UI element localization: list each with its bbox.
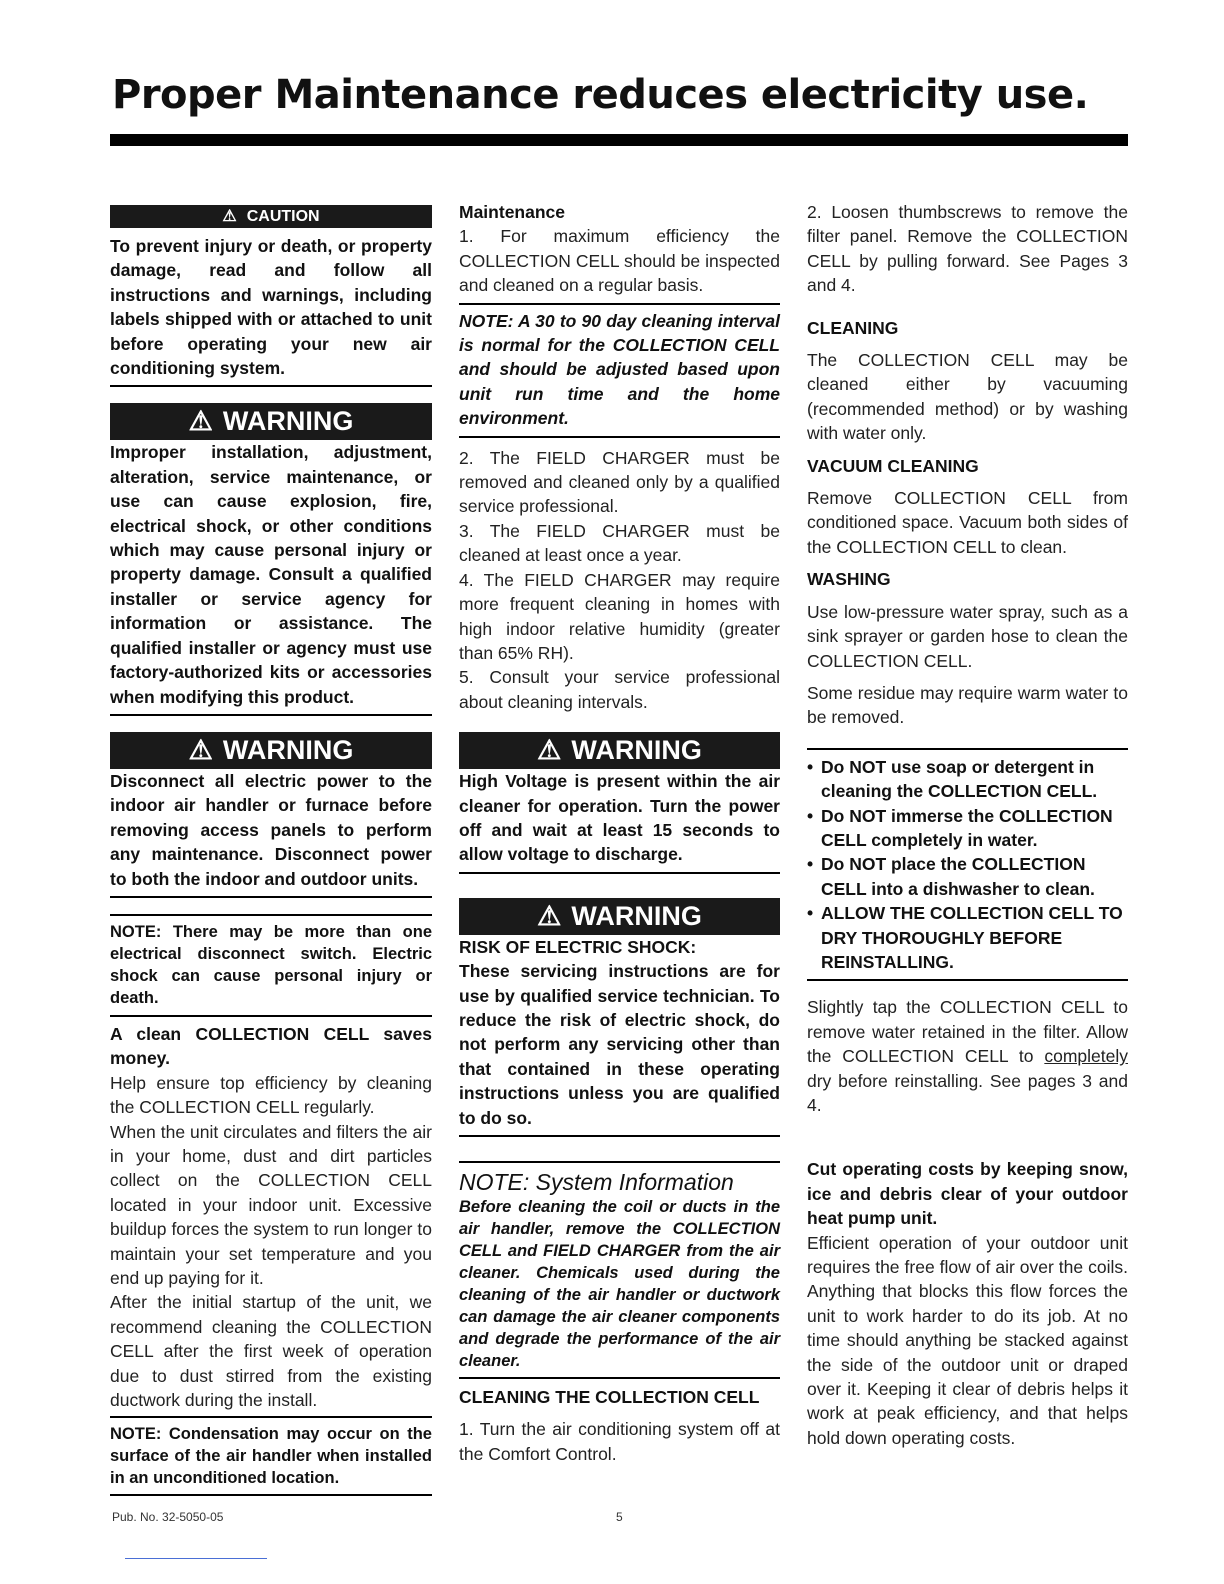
warning-banner-2 xyxy=(110,732,432,769)
warning-banner-1 xyxy=(110,403,432,440)
column-middle xyxy=(459,200,780,1466)
vacuum-heading: VACUUM CLEANING xyxy=(807,455,979,476)
publication-number: Pub. No. 32-5050-05 xyxy=(112,1510,224,1524)
washing-text: Use low-pressure water spray, such as a sink sprayer or garden hose to clean the COLLECTION CELL. xyxy=(807,601,1128,671)
list-item: • Do NOT immerse the COLLECTION CELL completely in water. xyxy=(807,804,1128,853)
page-number: 5 xyxy=(616,1510,623,1524)
maintenance-step-5: 5. Consult your service professional about cleaning intervals. xyxy=(459,667,780,712)
warning-label: WARNING xyxy=(222,734,354,765)
system-info-heading: NOTE: System Information xyxy=(459,1169,734,1195)
system-info-text: Before cleaning the coil or ducts in the air handler, remove the COLLECTION CELL and FIELD CHARGER from the air cleaner. Chemicals used during the cleaning of the air handler or ductwork can damage the air cleaner components and degrade the performance of the air cleaner. xyxy=(459,1196,780,1379)
column-left xyxy=(110,200,432,1496)
caution-label: CAUTION xyxy=(246,208,320,225)
caution-banner xyxy=(110,205,432,228)
list-item: • ALLOW THE COLLECTION CELL TO DRY THOROUGHLY BEFORE REINSTALLING. xyxy=(807,901,1128,974)
warning-banner-3 xyxy=(459,732,780,769)
tap-text-end: dry before reinstalling. See pages 3 and 4. xyxy=(807,1070,1128,1115)
warning-text-4: These servicing instructions are for use by qualified service technician. To reduce the risk of electric shock, do not perform any servicing other than that contained in these operating instructions unless you are qualified to do so. xyxy=(459,959,780,1137)
system-info-note xyxy=(459,1161,780,1379)
maintenance-heading: Maintenance xyxy=(459,202,565,222)
warning-label: WARNING xyxy=(222,406,354,437)
maintenance-step-4: 4. The FIELD CHARGER may require more frequent cleaning in homes with high indoor relative humidity (greater than 65% RH). xyxy=(459,569,780,663)
warning-banner-4 xyxy=(459,898,780,935)
title-rule xyxy=(110,134,1128,146)
vacuum-text: Remove COLLECTION CELL from conditioned space. Vacuum both sides of the COLLECTION CELL to clean. xyxy=(807,488,1128,557)
saves-paragraph-1: Help ensure top efficiency by cleaning the COLLECTION CELL regularly. xyxy=(110,1072,432,1118)
cleaning-collection-heading: CLEANING THE COLLECTION CELL xyxy=(459,1387,760,1407)
link-underline xyxy=(125,1558,267,1559)
caution-text: To prevent injury or death, or property damage, read and follow all instructions and warnings, including labels shipped with or attached to unit before operating your new air conditioning system. xyxy=(110,234,432,387)
maintenance-step-3: 3. The FIELD CHARGER must be cleaned at least once a year. xyxy=(459,520,780,566)
saves-heading: A clean COLLECTION CELL saves money. xyxy=(110,1015,432,1071)
warning-triangle-icon: ⚠ xyxy=(222,208,237,225)
page-title: Proper Maintenance reduces electricity use. xyxy=(112,72,1089,118)
cleaning-step-2: 2. Loosen thumbscrews to remove the filter panel. Remove the COLLECTION CELL by pulling forward. See Pages 3 and 4. xyxy=(807,202,1128,296)
washing-warnings-list xyxy=(807,748,1128,982)
note-condensation: NOTE: Condensation may occur on the surface of the air handler when installed in an unconditioned location. xyxy=(110,1416,432,1496)
cleaning-heading: CLEANING xyxy=(807,317,899,338)
washing-heading: WASHING xyxy=(807,569,891,590)
warning-label: WARNING xyxy=(571,735,702,766)
residue-text: Some residue may require warm water to be removed. xyxy=(807,682,1128,728)
warning-triangle-icon: ⚠ xyxy=(188,734,213,765)
warning-text-3: High Voltage is present within the air cleaner for operation. Turn the power off and wait at least 15 seconds to allow voltage to discharge. xyxy=(459,769,780,874)
maintenance-step-2: 2. The FIELD CHARGER must be removed and cleaned only by a qualified service professional. xyxy=(459,447,780,517)
warning-triangle-icon: ⚠ xyxy=(188,406,213,437)
saves-paragraph-2: When the unit circulates and filters the air in your home, dust and dirt particles collect on the COLLECTION CELL located in your indoor unit. Excessive buildup forces the system to run longer to maintain your set temperature and you end up paying for it. xyxy=(110,1121,432,1288)
cleaning-text: The COLLECTION CELL may be cleaned either by vacuuming (recommended method) or by washing with water only. xyxy=(807,350,1128,444)
warning-triangle-icon: ⚠ xyxy=(537,735,562,766)
warning-heading-4: RISK OF ELECTRIC SHOCK: xyxy=(459,936,697,957)
list-item: • Do NOT use soap or detergent in cleaning the COLLECTION CELL. xyxy=(807,755,1128,804)
list-item: • Do NOT place the COLLECTION CELL into a dishwasher to clean. xyxy=(807,852,1128,901)
cleaning-step-1: 1. Turn the air conditioning system off at the Comfort Control. xyxy=(459,1419,780,1464)
note-disconnect: NOTE: There may be more than one electrical disconnect switch. Electric shock can cause personal injury or death. xyxy=(110,914,432,1009)
maintenance-step-1: 1. For maximum efficiency the COLLECTION CELL should be inspected and cleaned on a regular basis. xyxy=(459,224,780,304)
tap-text xyxy=(807,995,1128,1117)
warning-text-1: Improper installation, adjustment, alteration, service maintenance, or use can cause explosion, fire, electrical shock, or other conditions which may cause personal injury or property damage. Consult a qualified installer or service agency for information or assistance. The qualified installer or agency must use factory-authorized kits or accessories when modifying this product. xyxy=(110,440,432,715)
cut-costs-text: Efficient operation of your outdoor unit requires the free flow of air over the coils. Anything that blocks this flow forces the unit to work harder to do its job. At no time should anything be stacked against the side of the outdoor unit or draped over it. Keeping it clear of debris helps it work at peak efficiency, and that helps hold down operating costs. xyxy=(807,1232,1128,1448)
saves-paragraph-3: After the initial startup of the unit, we recommend cleaning the COLLECTION CELL after the first week of operation due to dust stirred from the existing ductwork during the install. xyxy=(110,1292,432,1411)
warning-triangle-icon: ⚠ xyxy=(537,900,562,931)
warning-text-2: Disconnect all electric power to the indoor air handler or furnace before removing access panels to perform any maintenance. Disconnect power to both the indoor and outdoor units. xyxy=(110,769,432,898)
maintenance-note: NOTE: A 30 to 90 day cleaning interval is normal for the COLLECTION CELL and should be adjusted based upon unit run time and the home environment. xyxy=(459,309,780,438)
cut-costs-heading: Cut operating costs by keeping snow, ice and debris clear of your outdoor heat pump unit. xyxy=(807,1159,1128,1229)
column-right xyxy=(807,200,1128,1450)
warning-label: WARNING xyxy=(571,900,702,931)
tap-text-emphasis: completely xyxy=(1044,1046,1128,1067)
tap-text-start: Slightly tap the COLLECTION CELL to remove water retained in the filter. Allow the COLLECTION CELL to xyxy=(807,997,1128,1067)
